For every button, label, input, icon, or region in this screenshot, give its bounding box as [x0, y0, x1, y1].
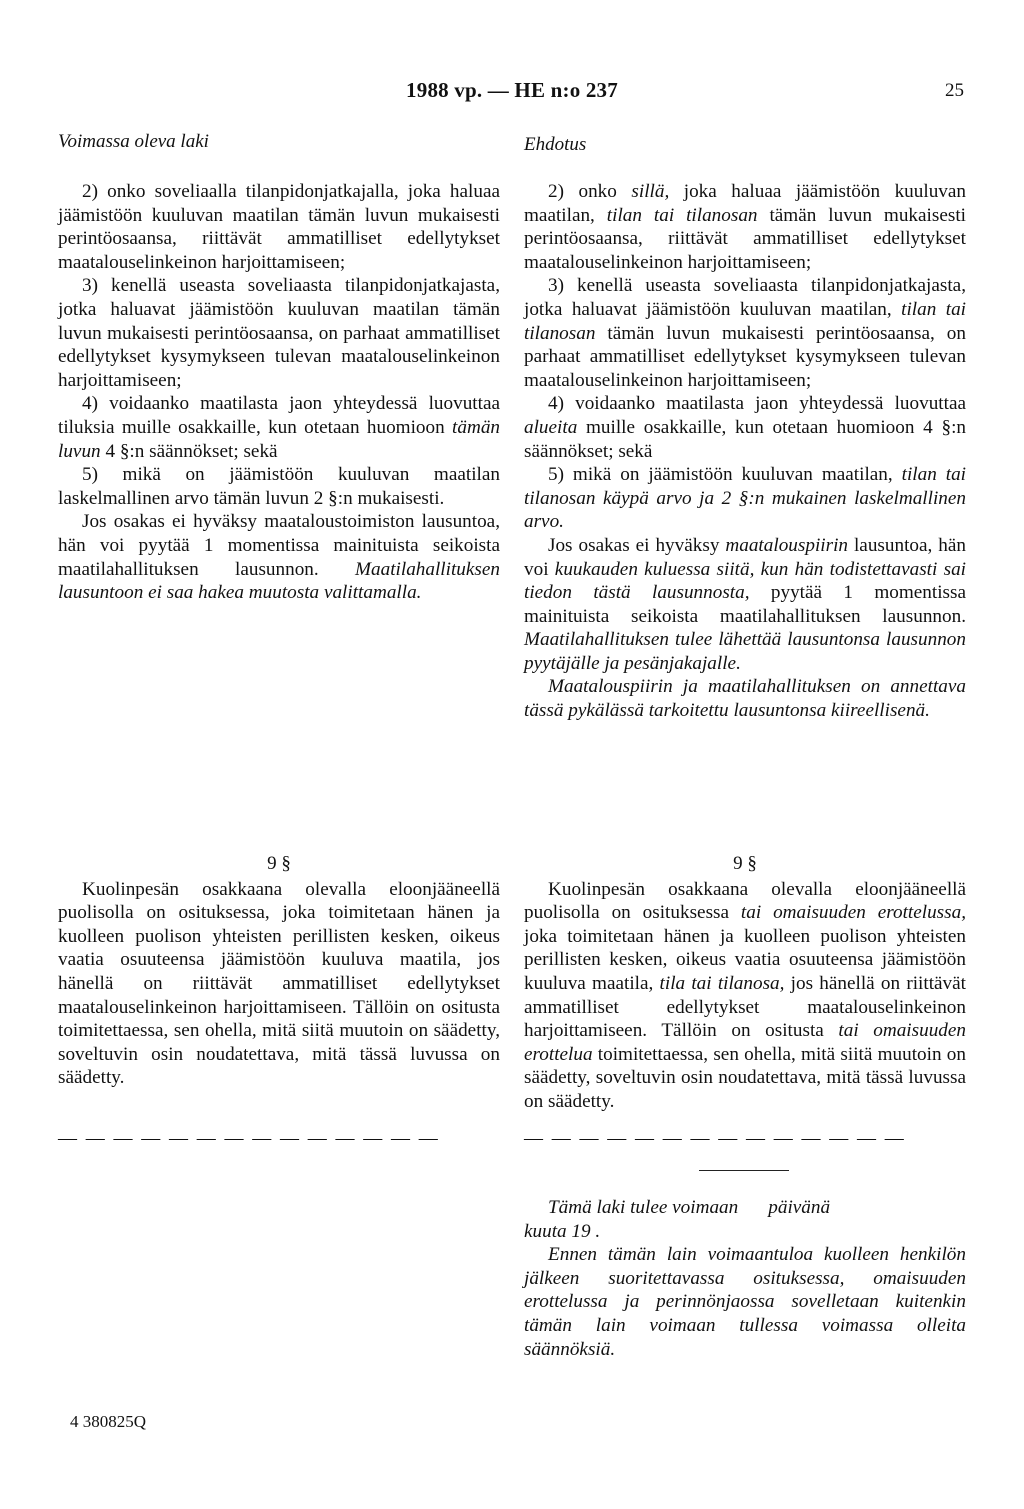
left-omission-dashes: — — — — — — — — — — — — — —	[58, 1128, 440, 1149]
transitional-provision: Ennen tämän lain voimaantuloa kuolleen henkilön jälkeen suoritettavassa osituksessa, omaisuuden erottelussa ja perinnönjaossa sovelletaan kuitenkin tämän lain voimaan tullessa voimassa olleita säännöksiä.	[524, 1244, 966, 1360]
right-column-heading: Ehdotus	[524, 134, 587, 155]
page-number: 25	[945, 80, 964, 101]
right-section-9-text: Kuolinpesän osakkaana olevalla eloonjääneellä puolisolla on osituksessa tai omaisuuden erottelussa, joka toimitetaan hänen ja kuolleen puolison yhteisten perillisten kesken, oikeus vaatia osuuteensa jäämistöön kuuluva maatila, tila tai tilanosa, jos hänellä on riittävät ammatilliset edellytykset maatalouselinkeinon harjoittamiseen. Tällöin on ositusta tai omaisuuden erottelua toimitettaessa, sen ohella, mitä siitä muutoin on säädetty, soveltuvin osin noudatettava, mitä tässä luvussa on säädetty.	[524, 878, 967, 1112]
effective-date-line-1: Tämä laki tulee voimaan päivänä	[548, 1197, 831, 1218]
left-item-5: 5) mikä on jäämistöön kuuluvan maatilan laskelmallinen arvo tämän luvun 2 §:n mukaisesti.	[58, 464, 500, 509]
right-omission-dashes: — — — — — — — — — — — — — —	[524, 1128, 906, 1149]
left-section-9	[58, 852, 500, 1090]
print-code: 4 380825Q	[70, 1412, 147, 1431]
left-paragraph-statement: Jos osakas ei hyväksy maataloustoimiston lausuntoa, hän voi pyytää 1 momentissa mainituista seikoista maatilahallituksen lausunnon. Maatilahallituksen lausuntoon ei saa hakea muutosta valittamalla.	[58, 511, 500, 604]
left-item-2: 2) onko soveliaalla tilanpidonjatkajalla, joka haluaa jäämistöön kuuluvan maatilan tämän luvun mukaisesti perintöosaansa, riittävät ammatilliset edellytykset maatalouselinkeinon harjoittamiseen;	[58, 181, 500, 273]
effective-date-line-2: kuuta 19 .	[524, 1220, 601, 1242]
right-section-9	[524, 852, 966, 1114]
left-section-9-label: 9 §	[267, 853, 291, 874]
right-section-9-label: 9 §	[733, 853, 757, 874]
right-item-4: 4) voidaanko maatilasta jaon yhteydessä luovuttaa alueita muille osakkaille, kun otetaan huomioon 4 §:n säännökset; sekä	[524, 393, 966, 462]
page-header-title: 1988 vp. — HE n:o 237	[406, 78, 618, 102]
separator-rule	[699, 1170, 789, 1171]
left-section-9-text: Kuolinpesän osakkaana olevalla eloonjääneellä puolisolla on osituksessa, joka toimitetaan hänen ja kuolleen puolison yhteisten perillisten kesken, oikeus vaatia osuuteensa jäämistöön kuuluva maatila, jos hänellä on riittävät ammatilliset edellytykset maatalouselinkeinon harjoittamiseen. Tällöin on ositusta toimitettaessa, sen ohella, mitä siitä muutoin on säädetty, soveltuvin osin noudatettava, mitä tässä luvussa on säädetty.	[58, 878, 500, 1089]
left-item-3: 3) kenellä useasta soveliaasta tilanpidonjatkajasta, jotka haluavat jäämistöön kuuluvan maatilan tämän luvun mukaisesti perintöosaansa, on parhaat ammatilliset edellytykset kysymykseen tulevan maatalouselinkeinon harjoittamiseen;	[58, 275, 500, 391]
left-item-4: 4) voidaanko maatilasta jaon yhteydessä luovuttaa tiluksia muille osakkaille, kun otetaan huomioon tämän luvun 4 §:n säännökset; sekä	[58, 393, 500, 462]
right-item-5: 5) mikä on jäämistöön kuuluvan maatilan, tilan tai tilanosan käypä arvo ja 2 §:n mukainen laskelmallinen arvo.	[524, 464, 966, 533]
right-effective-provisions	[524, 1196, 966, 1361]
right-paragraph-urgency: Maatalouspiirin ja maatilahallituksen on annettava tässä pykälässä tarkoitettu lausuntonsa kiireellisenä.	[524, 676, 966, 722]
left-column-heading: Voimassa oleva laki	[58, 131, 209, 152]
right-paragraph-statement: Jos osakas ei hyväksy maatalouspiirin lausuntoa, hän voi kuukauden kuluessa siitä, kun hän todistettavasti sai tiedon tästä lausunnosta, pyytää 1 momentissa mainituista seikoista maatilahallituksen lausunnon. Maatilahallituksen tulee lähettää lausuntonsa lausunnon pyytäjälle ja pesänjakajalle.	[524, 534, 966, 674]
right-column-upper	[524, 180, 966, 723]
left-column-upper	[58, 180, 500, 605]
right-item-3: 3) kenellä useasta soveliaasta tilanpidonjatkajasta, jotka haluavat jäämistöön kuuluvan maatilan, tilan tai tilanosan tämän luvun mukaisesti perintöosaansa, on parhaat ammatilliset edellytykset kysymykseen tulevan maatalouselinkeinon harjoittamiseen;	[524, 275, 967, 391]
right-item-2: 2) onko sillä, joka haluaa jäämistöön kuuluvan maatilan, tilan tai tilanosan tämän luvun mukaisesti perintöosaansa, riittävät ammatilliset edellytykset maatalouselinkeinon harjoittamiseen;	[524, 181, 967, 273]
